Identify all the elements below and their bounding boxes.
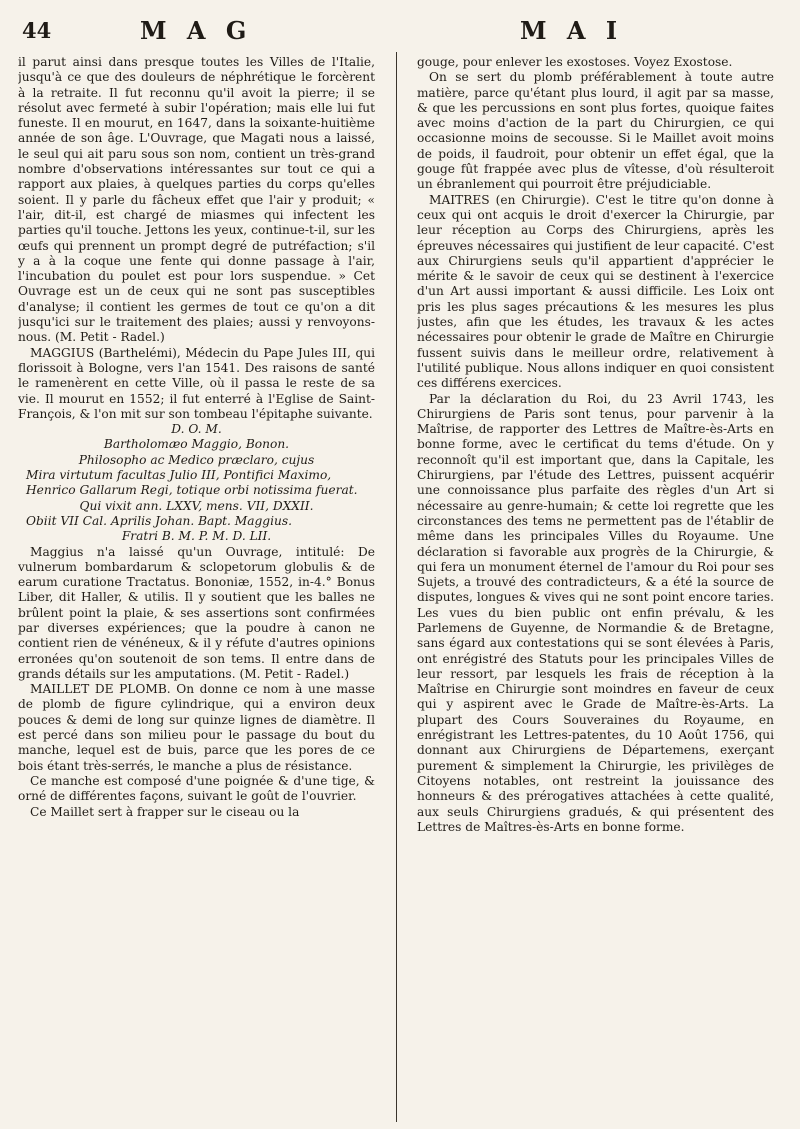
page-number: 44: [22, 18, 52, 43]
left-column: [18, 55, 375, 1120]
paragraph: MAGGIUS (Barthelémi), Médecin du Pape Jules III, qui florissoit à Bologne, vers l'an 1541. Des raisons de santé le ramenèrent en cette Ville, où il passa le reste de sa vie. Il mourut en 1552; il fut enterré à l'Eglise de Saint-François, & l'on mit sur son tombeau l'épitaphe suivante.: [18, 345, 375, 421]
right-column: [417, 55, 774, 1120]
paragraph: On se sert du plomb préférablement à toute autre matière, parce qu'étant plus lourd, il agit par sa masse, & que les percussions en sont plus fortes, quoique faites avec moins d'action de la part du Chirurgien, ce qui occasionne moins de secousse. Si le Maillet avoit moins de poids, il faudroit, pour obtenir un effet égal, que la gouge fût frappée avec plus de vîtesse, d'où résulteroit un ébranlement qui pourroit être préjudiciable.: [417, 70, 774, 192]
epitaph-line: Mira virtutum facultas Julio III, Pontifici Maximo,: [26, 468, 332, 483]
paragraph: Par la déclaration du Roi, du 23 Avril 1743, les Chirurgiens de Paris sont tenus, pour parvenir à la Maîtrise, de rapporter des Lettres de Maître-ès-Arts en bonne forme, avec le certificat du tems d'étude. On y reconnoît qu'il est important que, dans la Capitale, les Chirurgiens, par l'étude des Lettres, puissent acquérir une connoissance plus parfaite des règles d'un Art si nécessaire au genre-humain; & cette loi regrette que les circonstances des tems ne permettent pas de l'établir de même dans les principales Villes du Royaume. Une déclaration si favorable aux progrès de la Chirurgie, & qui fera un monument éternel de l'amour du Roi pour ses Sujets, a trouvé des contradicteurs, & a été la source de disputes, longues & vives qui ne sont point encore taries. Les vues du bien public ont enfin prévalu, & les Parlemens de Guyenne, de Normandie & de Bretagne, sans égard aux contestations qui se sont élevées à Paris, ont enrégistré des Statuts pour les principales Villes de leur ressort, par lesquels les frais de réception à la Maîtrise en Chirurgie sont moindres en faveur de ceux qui y aspirent avec le Grade de Maître-ès-Arts. La plupart des Cours Souveraines du Royaume, en enrégistrant les Lettres-patentes, du 10 Août 1756, qui donnant aux Chirurgiens de Départemens, exerçant purement & simplement la Chirurgie, les privilèges de Citoyens notables, ont restreint la jouissance des honneurs & des prérogatives attachées à cette qualité, aux seuls Chirurgiens gradués, & qui présentent des Lettres de Maîtres-ès-Arts en bonne forme.: [417, 391, 774, 834]
paragraph: Ce Maillet sert à frapper sur le ciseau ou la: [30, 804, 300, 819]
paragraph: il parut ainsi dans presque toutes les Villes de l'Italie, jusqu'à ce que des douleurs de néphrétique le forcèrent à la retraite. Il fut reconnu qu'il avoit la pierre; il se résolut avec fermeté à subir l'opération; mais elle lui fut funeste. Il en mourut, en 1647, dans la soixante-huitième année de son âge. L'Ouvrage, que Magati nous a laissé, le seul qui ait paru sous son nom, contient un très-grand nombre d'observations intéressantes sur tout ce qui a rapport aux plaies, à quelques parties du corps qu'elles soient. Il y parle du fâcheux effet que l'air y produit; « l'air, dit-il, est chargé de miasmes qui infectent les parties qu'il touche. Jettons les yeux, continue-t-il, sur les œufs qui prennent un prompt degré de putréfaction; s'il y a à la coque une fente qui donne passage à l'air, l'incubation du poulet est pour lors suspendue. » Cet Ouvrage est un de ceux qui ne sont pas susceptibles d'analyse; il contient les germes de tout ce qu'on a dit jusqu'ici sur le traitement des plaies; aussi y renvoyons-nous. (M. Petit - Radel.): [18, 55, 375, 345]
paragraph: gouge, pour enlever les exostoses. Voyez Exostose.: [417, 55, 733, 69]
epitaph-line: D. O. M.: [171, 422, 222, 437]
epitaph-line: Obiit VII Cal. Aprilis Johan. Bapt. Maggius.: [26, 513, 292, 528]
paragraph: MAILLET DE PLOMB. On donne ce nom à une masse de plomb de figure cylindrique, qui a environ deux pouces & demi de long sur quinze lignes de diamètre. Il est percé dans son milieu pour le passage du bout du manche, lequel est de buis, parce que les pores de ce bois étant très-serrés, le manche a plus de résistance.: [18, 682, 375, 773]
paragraph: MAITRES (en Chirurgie). C'est le titre qu'on donne à ceux qui ont acquis le droit d'exercer la Chirurgie, par leur réception au Corps des Chirurgiens, après les épreuves nécessaires qui justifient de leur capacité. C'est aux Chirurgiens seuls qu'il appartient d'apprécier le mérite & le savoir de ceux qui se destinent à l'exercice d'un Art aussi important & aussi difficile. Les Loix ont pris les plus sages précautions & les mesures les plus justes, afin que les études, les travaux & les actes nécessaires pour obtenir le grade de Maître en Chirurgie fussent suivis dans le meilleur ordre, relativement à l'utilité publique. Nous allons indiquer en quoi consistent ces différens exercices.: [417, 192, 774, 391]
epitaph-line: Bartholomæo Maggio, Bonon.: [103, 437, 290, 452]
epitaph-line: Qui vixit ann. LXXV, mens. VII, DXXII.: [79, 498, 314, 513]
epitaph-line: Philosopho ac Medico præclaro, cujus: [78, 452, 315, 467]
running-head-left: M A G: [140, 16, 253, 45]
page-header: [0, 16, 800, 46]
running-head-right: M A I: [520, 16, 624, 45]
paragraph: Maggius n'a laissé qu'un Ouvrage, intitulé: De vulnerum bombardarum & sclopetorum globulis & de earum curatione Tractatus. Bononiæ, 1552, in-4.° Bonus Liber, dit Haller, & utilis. Il y soutient que les balles ne brûlent point la plaie, & ses assertions sont confirmées par diverses expériences; que la poudre à canon ne contient rien de vénéneux, & il y réfute d'autres opinions erronées qu'on soutenoit de son tems. Il entre dans de grands détails sur les amputations. (M. Petit - Radel.): [18, 544, 375, 681]
epitaph-line: Henrico Gallarum Regi, totique orbi notissima fuerat.: [26, 483, 358, 498]
paragraph: Ce manche est composé d'une poignée & d'une tige, & orné de différentes façons, suivant le goût de l'ouvrier.: [18, 773, 375, 804]
column-divider: [396, 52, 397, 1122]
epitaph-line: Fratri B. M. P. M. D. LII.: [121, 529, 272, 544]
